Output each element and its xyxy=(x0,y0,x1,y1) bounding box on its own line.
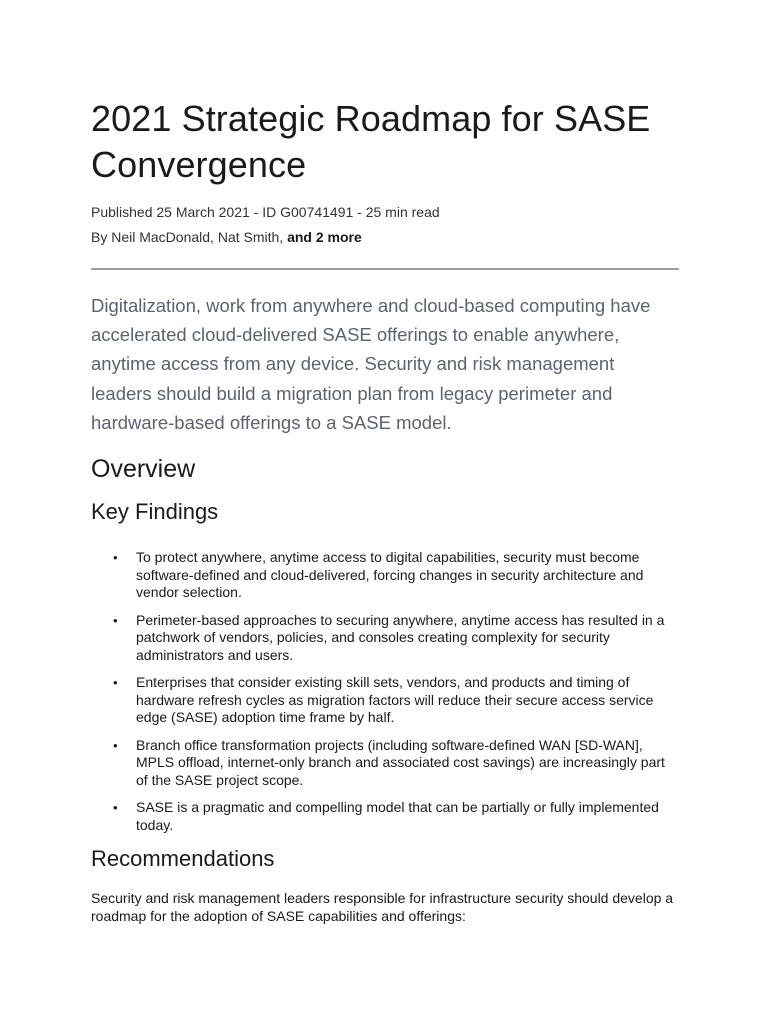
recommendations-paragraph: Security and risk management leaders responsible for infrastructure security should develop a roadmap for the adoption of SASE capabilities and offerings: xyxy=(91,890,674,924)
key-finding-text: SASE is a pragmatic and compelling model that can be partially or fully implemented today. xyxy=(136,799,659,833)
key-finding-item xyxy=(91,737,679,790)
key-finding-text: Branch office transformation projects (including software-defined WAN [SD-WAN], MPLS offload, internet-only branch and associated cost savings) are increasingly part of the SASE project scope. xyxy=(136,736,665,788)
bullet-icon: • xyxy=(113,800,118,816)
published-info: Published 25 March 2021 - ID G00741491 - 25 min read xyxy=(91,204,440,220)
page-title xyxy=(91,96,679,188)
document-meta xyxy=(91,200,679,250)
bullet-icon: • xyxy=(113,737,118,753)
key-finding-item xyxy=(91,612,679,665)
key-findings-list xyxy=(91,549,679,834)
document-content xyxy=(91,96,679,925)
recommendations-heading: Recommendations xyxy=(91,846,275,872)
key-finding-text: Perimeter-based approaches to securing anywhere, anytime access has resulted in a patchwork of vendors, policies, and consoles creating complexity for security administrators and users. xyxy=(136,611,665,663)
title-line-2: Convergence xyxy=(91,144,307,185)
key-finding-item xyxy=(91,549,679,602)
bullet-icon: • xyxy=(113,550,118,566)
key-findings-heading: Key Findings xyxy=(91,499,219,525)
bullet-icon: • xyxy=(113,612,118,628)
overview-heading: Overview xyxy=(91,455,196,484)
summary-paragraph: Digitalization, work from anywhere and cloud-based computing have accelerated cloud-delivered SASE offerings to enable anywhere, anytime access from any device. Security and risk management leaders should build a migration plan from legacy perimeter and hardware-based offerings to a SASE model. xyxy=(91,295,651,433)
key-finding-text: Enterprises that consider existing skill sets, vendors, and products and timing of hardware refresh cycles as migration factors will reduce their secure access service edge (SASE) adoption time frame by half. xyxy=(136,674,654,726)
bullet-icon: • xyxy=(113,675,118,691)
authors: By Neil MacDonald, Nat Smith, xyxy=(91,229,288,245)
key-finding-text: To protect anywhere, anytime access to digital capabilities, security must become software-defined and cloud-delivered, forcing changes in security architecture and vendor selection. xyxy=(136,549,644,601)
divider xyxy=(91,268,679,270)
title-line-1: 2021 Strategic Roadmap for SASE xyxy=(91,98,651,139)
author-line xyxy=(91,225,679,250)
more-authors-link[interactable]: and 2 more xyxy=(287,229,362,245)
key-finding-item xyxy=(91,674,679,727)
key-finding-item xyxy=(91,799,679,834)
